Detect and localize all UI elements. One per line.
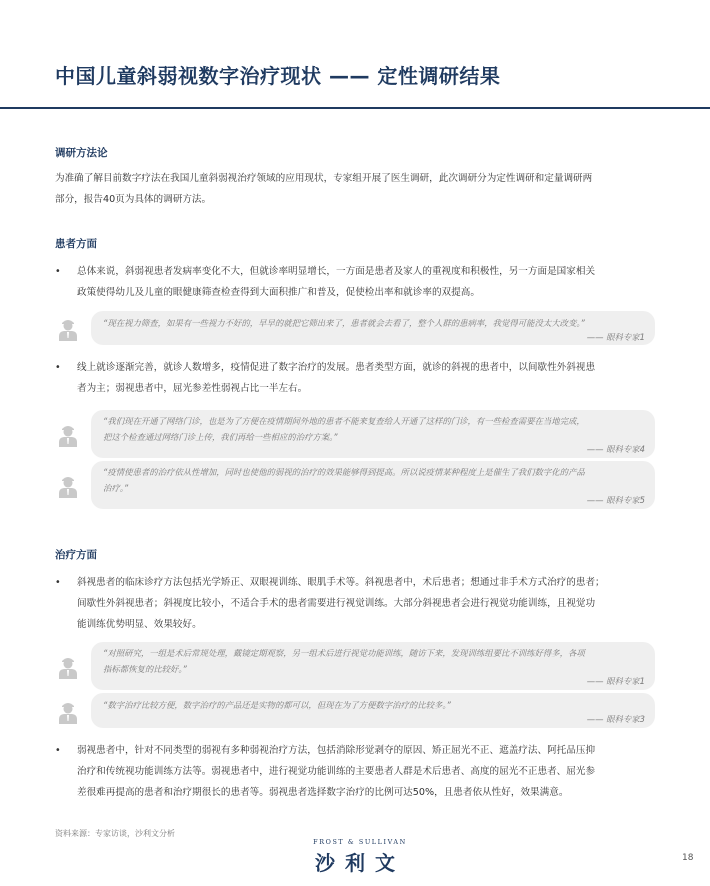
quote-line: “现在视力筛查，如果有一些视力不好的，早早的就把它筛出来了，患者就会去看了，整个人群的患病率，我觉得可能没太大改变。” xyxy=(103,318,585,328)
quote-line: “疫情使患者的治疗依从性增加，同时也使他的弱视的治疗的效果能够得到提高。所以说疫情某种程度上是催生了我们数字化的产品 xyxy=(103,467,585,477)
bullet-marker: • xyxy=(55,577,61,588)
bullet-line: 治疗和传统视功能训练方法等。弱视患者中，进行视觉功能训练的主要患者人群是术后患者、高度的屈光不正患者、屈光参 xyxy=(77,766,596,777)
quote-line: 把这个检查通过网络门诊上传，我们再给一些相应的治疗方案。” xyxy=(103,432,338,442)
doctor-avatar-icon xyxy=(57,421,79,447)
methodology-line: 为准确了解目前数字疗法在我国儿童斜弱视治疗领域的应用现状，专家组开展了医生调研，此次调研分为定性调研和定量调研两 xyxy=(55,173,593,184)
expert-quote xyxy=(55,693,655,728)
quote-line: “数字治疗比较方便，数字治疗的产品还是实物的都可以，但现在为了方便数字治疗的比较多。” xyxy=(103,700,451,710)
quote-source: —— 眼科专家1 xyxy=(586,676,645,686)
page-number: 18 xyxy=(682,853,694,863)
quote-text xyxy=(103,413,633,445)
bullet-line: 总体来说，斜弱视患者发病率变化不大，但就诊率明显增长，一方面是患者及家人的重视度和积极性，另一方面是国家相关 xyxy=(77,266,596,277)
bullet-line: 者为主；弱视患者中，屈光参差性弱视占比一半左右。 xyxy=(77,383,308,394)
bullet-marker: • xyxy=(55,266,61,277)
doctor-avatar-icon xyxy=(57,315,79,341)
treatment-bullet xyxy=(55,740,655,803)
page-title: 中国儿童斜弱视数字治疗现状 —— 定性调研结果 xyxy=(55,64,501,88)
bullet-text xyxy=(77,572,655,635)
bullet-text xyxy=(77,261,655,303)
quote-line: “对照研究，一组是术后常规处理，戴镜定期观察，另一组术后进行视觉功能训练，随访下来，发现训练组要比不训练好得多，各项 xyxy=(103,648,585,658)
methodology-line: 部分，报告40页为具体的调研方法。 xyxy=(55,194,212,205)
bullet-text xyxy=(77,740,655,803)
doctor-avatar-icon xyxy=(57,698,79,724)
bullet-line: 差很难再提高的患者和治疗期很长的患者等。弱视患者选择数字治疗的比例可达50%，且患者依从性好，效果满意。 xyxy=(77,787,569,798)
quote-text xyxy=(103,315,633,331)
quote-line: 指标都恢复的比较好。” xyxy=(103,664,187,674)
expert-quote xyxy=(55,461,655,509)
patients-bullet xyxy=(55,357,655,399)
patients-heading: 患者方面 xyxy=(55,238,97,250)
quote-source: —— 眼科专家5 xyxy=(586,495,645,505)
methodology-heading: 调研方法论 xyxy=(55,147,108,159)
quote-line: 治疗。” xyxy=(103,483,129,493)
logo-chinese: 沙利文 xyxy=(315,851,405,875)
logo-english: FROST & SULLIVAN xyxy=(313,838,407,846)
frost-sullivan-logo xyxy=(300,838,420,876)
expert-quote xyxy=(55,311,655,345)
quote-text xyxy=(103,464,633,496)
treatment-heading: 治疗方面 xyxy=(55,549,97,561)
quote-source: —— 眼科专家1 xyxy=(586,332,645,342)
source-note: 资料来源：专家访谈，沙利文分析 xyxy=(55,829,175,838)
methodology-text xyxy=(55,168,655,210)
bullet-line: 间歇性外斜视患者；斜视度比较小，不适合手术的患者需要进行视觉训练。大部分斜视患者会进行视觉功能训练，且视觉功 xyxy=(77,598,596,609)
quote-source: —— 眼科专家4 xyxy=(586,444,645,454)
treatment-bullet xyxy=(55,572,655,635)
bullet-line: 弱视患者中，针对不同类型的弱视有多种弱视治疗方法，包括消除形觉剥夺的原因、矫正屈光不正、遮盖疗法、阿托品压抑 xyxy=(77,745,596,756)
title-divider xyxy=(0,107,710,109)
quote-source: —— 眼科专家3 xyxy=(586,714,645,724)
patients-bullet xyxy=(55,261,655,303)
expert-quote xyxy=(55,642,655,690)
quote-text xyxy=(103,645,633,677)
doctor-avatar-icon xyxy=(57,472,79,498)
bullet-text xyxy=(77,357,655,399)
bullet-marker: • xyxy=(55,745,61,756)
quote-line: “我们现在开通了网络门诊，也是为了方便在疫情期间外地的患者不能来复查给人开通了这样的门诊，有一些检查需要在当地完成， xyxy=(103,416,585,426)
bullet-marker: • xyxy=(55,362,61,373)
bullet-line: 政策使得幼儿及儿童的眼健康筛查检查得到大面积推广和普及，促使检出率和就诊率的双提高。 xyxy=(77,287,480,298)
bullet-line: 线上就诊逐渐完善，就诊人数增多，疫情促进了数字治疗的发展。患者类型方面，就诊的斜视的患者中，以间歇性外斜视患 xyxy=(77,362,596,373)
bullet-line: 能训练优势明显、效果较好。 xyxy=(77,619,202,630)
expert-quote xyxy=(55,410,655,458)
bullet-line: 斜视患者的临床诊疗方法包括光学矫正、双眼视训练、眼肌手术等。斜视患者中，术后患者；想通过非手术方式治疗的患者； xyxy=(77,577,605,588)
doctor-avatar-icon xyxy=(57,653,79,679)
quote-text xyxy=(103,697,633,713)
